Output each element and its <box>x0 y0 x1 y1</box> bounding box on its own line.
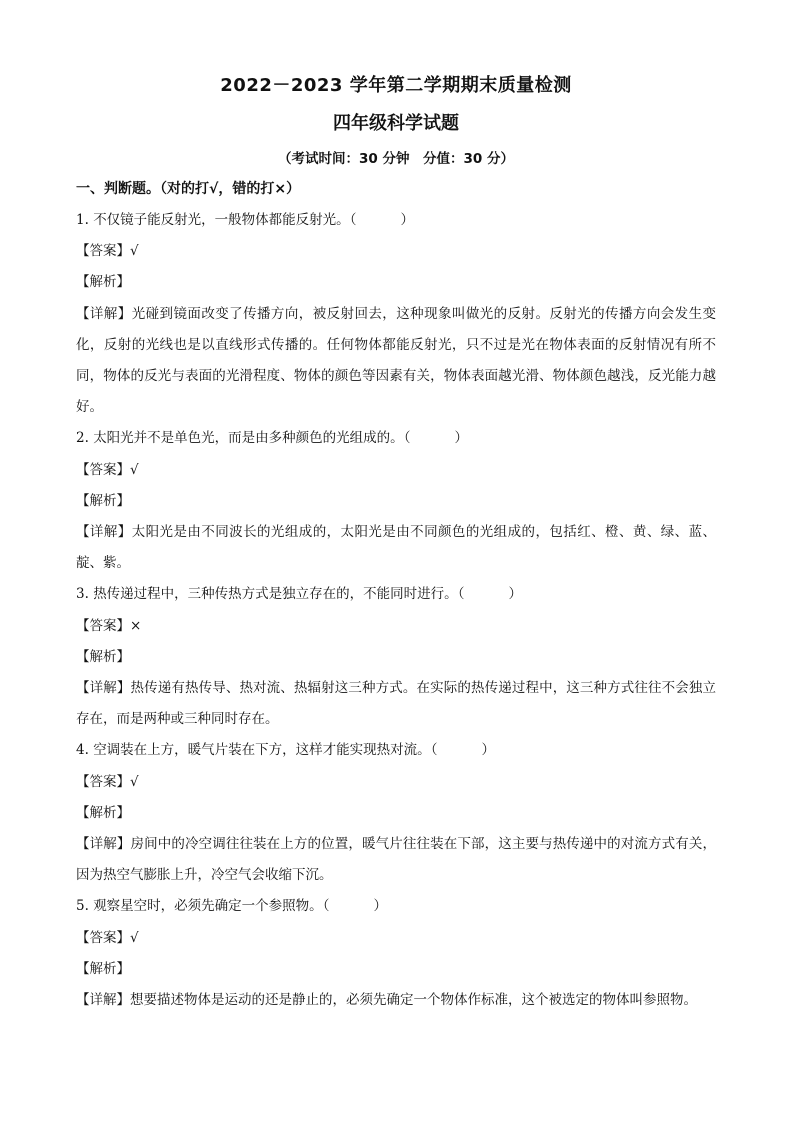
answer-label: 【答案】 <box>76 617 130 634</box>
question-item <box>76 579 716 735</box>
analysis-line <box>76 642 716 673</box>
question-number: 4. <box>76 742 89 759</box>
question-line <box>76 579 716 610</box>
question-item <box>76 891 716 1016</box>
analysis-label: 【解析】 <box>76 648 130 665</box>
detail-label: 【详解】 <box>76 524 132 541</box>
detail-paragraph <box>76 985 716 1016</box>
detail-label: 【详解】 <box>76 305 132 322</box>
detail-text: 想要描述物体是运动的还是静止的，必须先确定一个物体作标准，这个被选定的物体叫参照物。 <box>130 992 697 1009</box>
question-text: 太阳光并不是单色光，而是由多种颜色的光组成的。 <box>93 430 404 447</box>
answer-label: 【答案】 <box>76 461 130 478</box>
detail-label: 【详解】 <box>76 836 131 853</box>
detail-text: 太阳光是由不同波长的光组成的，太阳光是由不同颜色的光组成的，包括红、橙、黄、绿、蓝、靛、紫。 <box>76 524 717 572</box>
answer-line <box>76 236 716 267</box>
detail-text: 光碰到镜面改变了传播方向，被反射回去，这种现象叫做光的反射。反射光的传播方向会发生变化，反射的光线也是以直线形式传播的。任何物体都能反射光，只不过是光在物体表面的反射情况有所不同，物体的反光与表面的光滑程度、物体的颜色等因素有关，物体表面越光滑、物体颜色越浅，反光能力越好。 <box>76 305 717 416</box>
question-line <box>76 735 716 766</box>
answer-value: √ <box>130 773 139 790</box>
answer-paren-open: （ <box>430 742 438 759</box>
question-text: 不仅镜子能反射光，一般物体都能反射光。 <box>93 212 350 228</box>
question-item <box>76 735 716 891</box>
answer-paren-close: ） <box>400 212 414 228</box>
section-heading: 一、判断题。（对的打√，错的打×） <box>76 181 301 197</box>
answer-line <box>76 455 716 486</box>
question-number: 3. <box>76 586 89 603</box>
detail-paragraph <box>76 829 716 891</box>
question-text: 观察星空时，必须先确定一个参照物。 <box>93 898 323 915</box>
answer-paren-close: ） <box>373 898 387 915</box>
question-item <box>76 423 716 579</box>
answer-value: √ <box>130 461 139 478</box>
analysis-line <box>76 954 716 985</box>
answer-line <box>76 923 716 954</box>
detail-label: 【详解】 <box>76 992 130 1009</box>
analysis-label: 【解析】 <box>76 274 130 291</box>
question-text: 空调装在上方，暖气片装在下方，这样才能实现热对流。 <box>93 742 431 759</box>
question-line <box>76 891 716 922</box>
question-number: 2. <box>76 430 89 447</box>
question-line <box>76 423 716 454</box>
question-item <box>76 205 716 423</box>
answer-paren-close: ） <box>454 430 468 447</box>
analysis-line <box>76 267 716 298</box>
question-number: 5. <box>76 898 89 915</box>
answer-paren-open: （ <box>322 898 330 915</box>
answer-line <box>76 611 716 642</box>
detail-text: 房间中的冷空调往往装在上方的位置，暖气片往往装在下部，这主要与热传递中的对流方式有关，因为热空气膨胀上升，冷空气会收缩下沉。 <box>76 836 717 884</box>
detail-paragraph <box>76 673 716 735</box>
detail-paragraph <box>76 517 716 579</box>
analysis-line <box>76 486 716 517</box>
answer-line <box>76 767 716 798</box>
answer-label: 【答案】 <box>76 243 130 260</box>
answer-value: √ <box>130 243 139 260</box>
question-text: 热传递过程中，三种传热方式是独立存在的，不能同时进行。 <box>93 586 458 603</box>
question-line <box>76 205 716 236</box>
analysis-label: 【解析】 <box>76 492 130 509</box>
question-number: 1. <box>76 212 89 228</box>
answer-value: √ <box>130 929 139 946</box>
answer-paren-close: ） <box>481 742 495 759</box>
document-title: 2022－2023 学年第二学期期末质量检测 <box>220 75 572 96</box>
answer-label: 【答案】 <box>76 773 130 790</box>
answer-value: × <box>130 617 142 634</box>
analysis-label: 【解析】 <box>76 804 130 821</box>
detail-text: 热传递有热传导、热对流、热辐射这三种方式。在实际的热传递过程中，这三种方式往往不会独立存在，而是两种或三种同时存在。 <box>76 680 717 728</box>
detail-paragraph <box>76 299 716 424</box>
answer-paren-open: （ <box>457 586 465 603</box>
exam-info: （考试时间：30 分钟 分值：30 分） <box>278 151 514 167</box>
question-list <box>76 205 716 1016</box>
analysis-label: 【解析】 <box>76 960 130 977</box>
answer-paren-open: （ <box>349 212 357 228</box>
answer-paren-open: （ <box>403 430 411 447</box>
analysis-line <box>76 798 716 829</box>
detail-label: 【详解】 <box>76 680 131 697</box>
answer-paren-close: ） <box>508 586 522 603</box>
answer-label: 【答案】 <box>76 929 130 946</box>
document-subtitle: 四年级科学试题 <box>333 113 459 134</box>
